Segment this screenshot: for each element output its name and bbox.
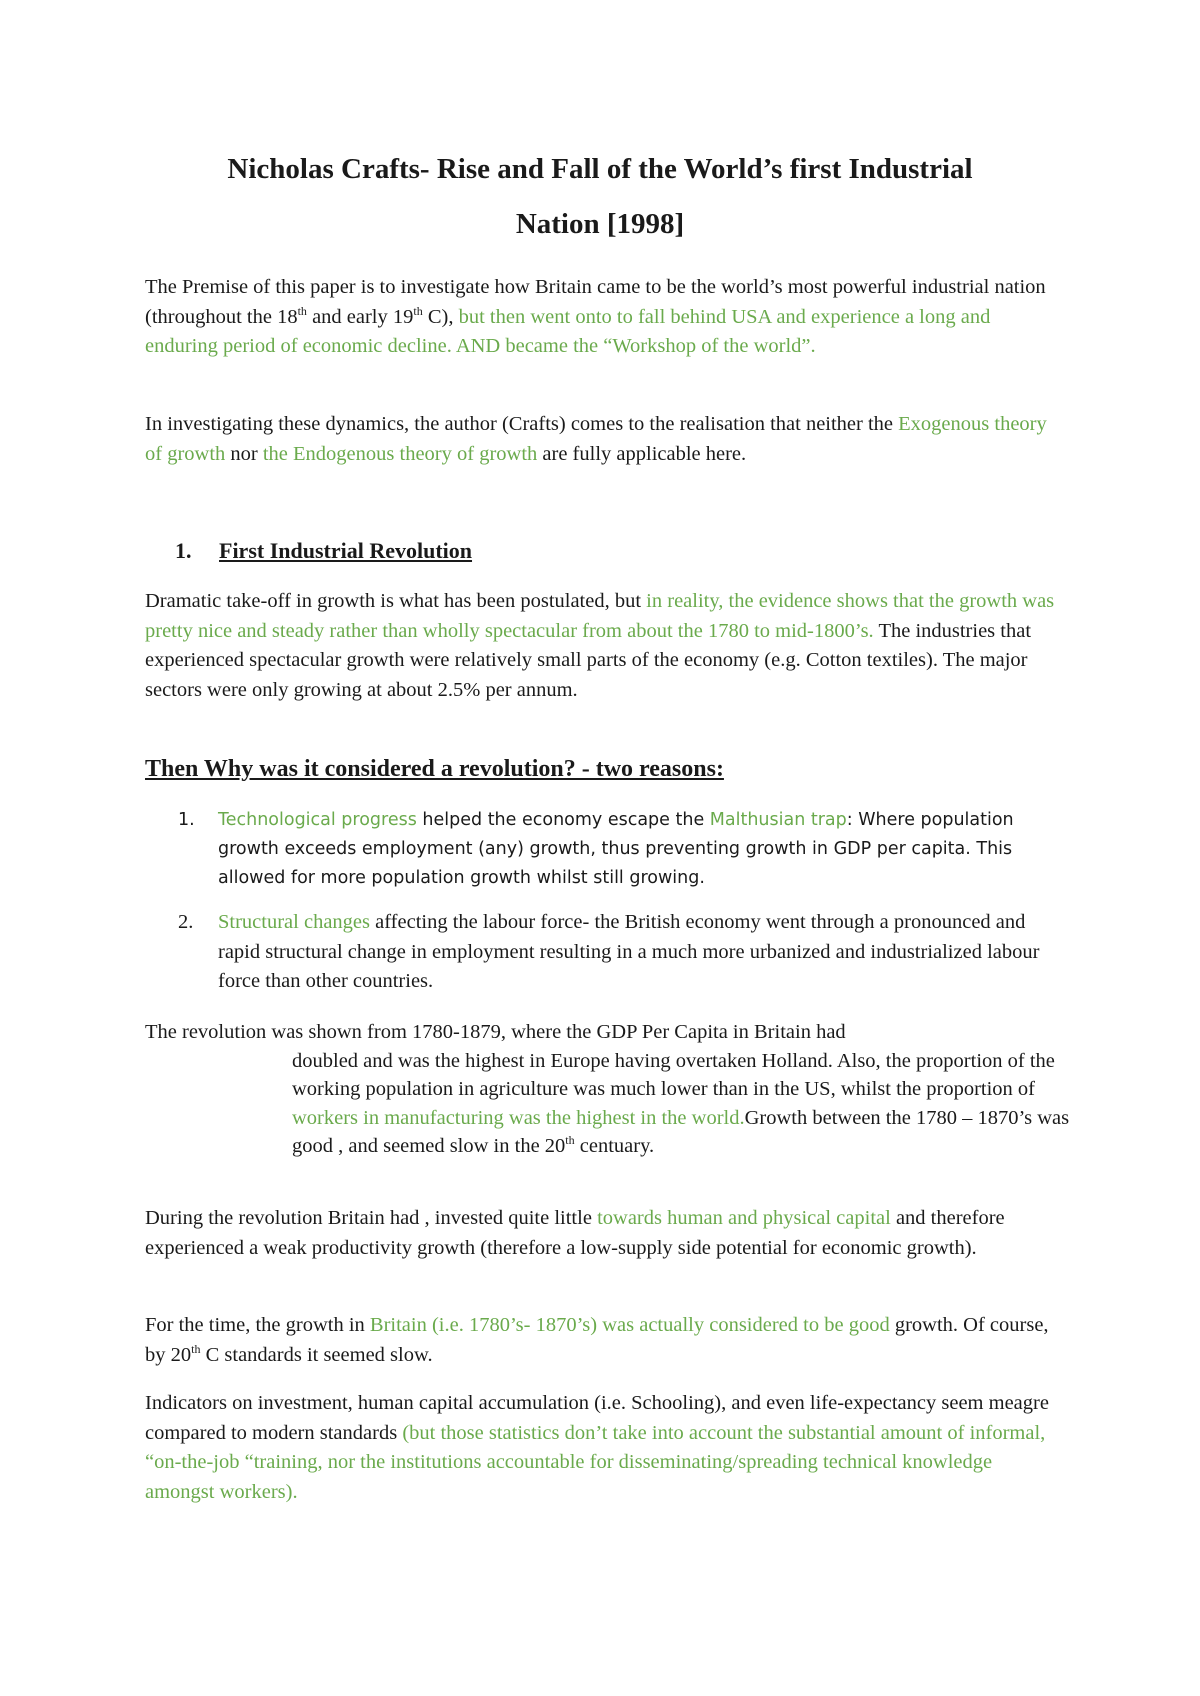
highlighted-text: (but those statistics don’t take into account the substantial amount of informal, “on-the-job “training, nor the institutions accountable for disseminating/spreading technical knowledge amongst workers). <box>145 1421 1046 1503</box>
paragraph-indented-body <box>145 1047 1075 1161</box>
text-run: affecting the labour force- the British economy went through a pronounced and rapid structural change in employment resulting in a much more urbanized and industrialized labour force than other countries. <box>218 911 1040 992</box>
revolution-paragraph <box>145 1018 1075 1161</box>
subheading: Then Why was it considered a revolution? - two reasons: <box>145 756 724 782</box>
text-run: The Premise of this paper is to investigate how Britain came to be the world’s most powerful industrial nation (throughout the 18 <box>145 276 1046 328</box>
section1-paragraph <box>145 587 1065 705</box>
superscript: th <box>565 1133 575 1148</box>
section-number: 1. <box>175 538 192 563</box>
highlighted-text: but then went onto to fall behind USA and experience a long and enduring period of economic decline. AND became the “Workshop of the world”. <box>145 305 991 357</box>
investment-paragraph <box>145 1204 1065 1263</box>
highlighted-text: Technological progress <box>218 810 417 830</box>
document-title <box>150 142 1050 252</box>
title-line-2: Nation [1998] <box>515 208 685 240</box>
text-run: C standards it seemed slow. <box>200 1343 433 1366</box>
highlighted-text: Exogenous theory of growth <box>145 413 1047 465</box>
text-run: For the time, the growth in <box>145 1314 370 1336</box>
text-run: doubled and was the highest in Europe having overtaken Holland. Also, the proportion of the working population in agriculture was much lower than in the US, whilst the proportion of <box>292 1049 1055 1100</box>
highlighted-text: towards human and physical capital <box>597 1207 891 1229</box>
text-run: During the revolution Britain had , invested quite little <box>145 1207 598 1229</box>
highlighted-text: Britain (i.e. 1780’s- 1870’s) was actually considered to be good <box>369 1314 890 1336</box>
text-run: The industries that experienced spectacular growth were relatively small parts of the economy (e.g. Cotton textiles). The major sectors were only growing at about 2.5% per annum. <box>145 619 1032 701</box>
superscript: th <box>413 303 423 318</box>
highlighted-text: workers in manufacturing was the highest in the world. <box>292 1106 745 1129</box>
text-run: : Where population growth exceeds employment (any) growth, thus preventing growth in GDP per capita. This allowed for more population growth whilst still growing. <box>218 810 1014 888</box>
text-run: and early 19 <box>306 305 414 328</box>
list-number: 2. <box>178 911 194 933</box>
indicators-paragraph <box>145 1389 1065 1507</box>
highlighted-text: in reality, the evidence shows that the growth was pretty nice and steady rather than wholly spectacular from about the 1780 to mid-1800’s. <box>145 590 1055 642</box>
text-run: Growth between the 1780 – 1870’s was good , and seemed slow in the 20 <box>292 1106 1070 1157</box>
highlighted-text: Structural changes <box>218 911 370 933</box>
paragraph-first-line: The revolution was shown from 1780-1879, where the GDP Per Capita in Britain had <box>145 1021 846 1043</box>
text-run: are fully applicable here. <box>537 442 747 465</box>
section-title: First Industrial Revolution <box>219 538 473 563</box>
text-run: centuary. <box>574 1135 655 1157</box>
superscript: th <box>191 1341 201 1356</box>
text-run: nor <box>225 442 263 465</box>
highlighted-text: Malthusian trap <box>709 810 847 830</box>
title-line-1: Nicholas Crafts- Rise and Fall of the World’s first Industrial <box>227 153 973 185</box>
text-run: and therefore experienced a weak productivity growth (therefore a low-supply side potential for economic growth). <box>145 1207 1005 1259</box>
section-heading-1 <box>175 538 472 564</box>
superscript: th <box>297 303 307 318</box>
text-run: Dramatic take-off in growth is what has been postulated, but <box>145 590 647 612</box>
list-number: 1. <box>178 810 195 830</box>
text-run: helped the economy escape the <box>416 810 710 830</box>
highlighted-text: the Endogenous theory of growth <box>262 442 538 465</box>
text-run: Indicators on investment, human capital accumulation (i.e. Schooling), and even life-expectancy seem meagre compared to modern standards <box>145 1392 1049 1444</box>
text-run: C), <box>422 305 459 328</box>
growth-time-paragraph <box>145 1311 1065 1370</box>
list-item-body <box>218 908 1068 997</box>
intro-paragraph-2 <box>145 410 1065 469</box>
intro-paragraph-1 <box>145 273 1065 362</box>
list-item-body <box>218 806 1068 893</box>
text-run: growth. Of course, by 20 <box>145 1314 1049 1366</box>
text-run: In investigating these dynamics, the author (Crafts) comes to the realisation that neither the <box>145 413 899 435</box>
